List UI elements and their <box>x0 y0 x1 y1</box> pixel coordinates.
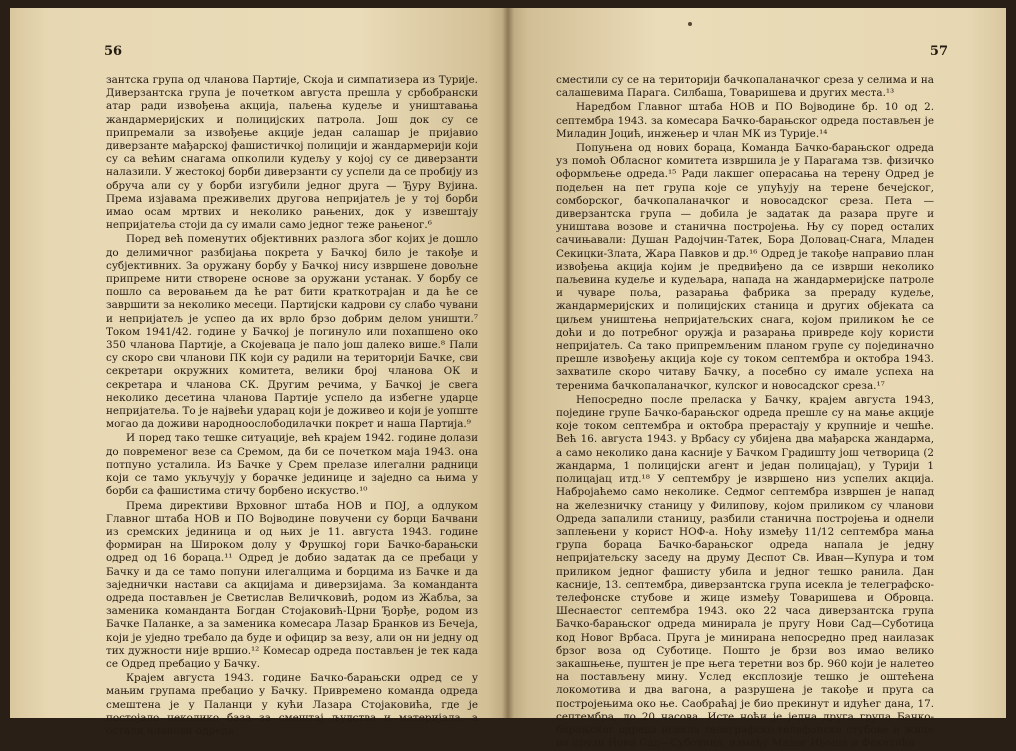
paragraph: Попуњена од нових бораца, Команда Бачко-барањског одреда уз помоћ Обласног комитета извршила је у Парагама тзв. физичко оформљење одреда.¹⁵ Ради лакшег операсања на терену Одред је подељен на пет група које се упућују на терене бечејског, сомборског, бачкопаланачког и новосадског среза. Пета — диверзантска група — добила је задатак да разара пруге и уништава возове и станична постројења. Њу су поред осталих сачињавали: Душан Радојчин-Татек, Бора Доловац-Снага, Младен Секицки-Злата, Жара Павков и др.¹⁶ Одред је такође направио план извођења акција којим је предвиђено да се изврши неколико паљевина кудеље и кудељара, напада на жандармеријске патроле и чуваре поља, разарања фабрика за прераду кудеље, жандармеријских и полицијских станица и других објеката са циљем уништења непријатељских снага, којом приликом ће се доћи и до потребног оружја и разарања привреде коју користи непријатељ. Са тако припремљеним планом групе су појединачно прешле извођењу акција које су током септембра и октобра 1943. захватиле скоро читаву Бачку, а посебно су имале успеха на теренима бачкопаланачког, кулског и новосадског среза.¹⁷ <box>556 142 934 392</box>
page-number-left: 56 <box>104 44 123 59</box>
paragraph: Према директиви Врховног штаба НОВ и ПОЈ, а одлуком Главног штаба НОВ и ПО Војводине повучени су борци Бачвани из сремских јединица и од њих је 11. августа 1943. године формиран на Широком долу у Фрушкој гори Бачко-барањски одред од 16 бораца.¹¹ Одред је добио задатак да се пребаци у Бачку и да се тамо попуни илегалцима и борцима из Бачке и да заједнички настави са акцијама и диверзијама. За команданта одреда постављен је Светислав Величковић, родом из Жабља, за заменика команданта Богдан Стојаковић-Црни Ђорђе, родом из Бачке Паланке, а за заменика комесара Лазар Бранков из Бечеја, који је уједно требало да буде и официр за везу, али он ни једну од тих дужности није вршио.¹² Комесар одреда постављен је тек када се Одред пребацио у Бачку. <box>106 499 478 670</box>
book-spread <box>10 8 1006 750</box>
left-page-text <box>106 74 478 739</box>
paragraph: И поред тако тешке ситуације, већ крајем 1942. године долази до повременог везе са Сремом, да би се почетком маја 1943. она потпуно усталила. Из Бачке у Срем прелазе илегални радници који се тамо укључују у борачке јединице и заједно са њима у борби са фашистима стичу борбено искуство.¹⁰ <box>106 432 478 498</box>
paragraph: зантска група од чланова Партије, Скоја и симпатизера из Турије. Диверзантска група је почетком августа прешла у србобрански атар ради извођења акција, паљења кудеље и уништавања жандармеријских и полицијских патрола. Још док су се припремали за извођење акције један салашар је пријавио диверзанте мађарској фашистичкој полицији и жандармерији који су са већим снагама опколили кудељу у којој су се диверзанти налазили. У жестокој борби диверзанти су успели да се пробију из обруча али су у борби изгубили једног друга — Ђуру Вујина. Према изјавама преживелих другова непријатељ је у тој борби имао осам мртвих и неколико рањених, док у извештају непријатеља стоји да су имали само једног теже рањеног.⁶ <box>106 74 478 232</box>
print-dot <box>688 22 692 26</box>
paragraph: сместили су се на територији бачкопаланачког среза у селима и на салашевима Парага. Силбаша, Товаришева и других места.¹³ <box>556 74 934 100</box>
paragraph: Крајем августа 1943. године Бачко-барањски одред се у мањим групама пребацио у Бачку. Привремено команда одреда смештена је у Паланци у кући Лазара Стојаковића, где је постојало неколико база за смештај људства и материјала, а остали чланови одреда <box>106 672 478 737</box>
paragraph: Наредбом Главног штаба НОВ и ПО Војводине бр. 10 од 2. септембра 1943. за комесара Бачко-барањског одреда постављен је Миладин Јоцић, инжењер и члан МК из Турије.¹⁴ <box>556 101 934 140</box>
paragraph: Непосредно после преласка у Бачку, крајем августа 1943, поједине групе Бачко-барањског одреда прешле су на мање акције које током септембра и октобра прерастају у крупније и чешће. Већ 16. августа 1943. у Врбасу су убијена два мађарска жандарма, а само неколико дана касније у Бачком Градишту још четворица (2 жандарма, 1 полицијски агент и један полицајац), у Турији 1 полицајац итд.¹⁸ У септембру је извршено низ успелих акција. Набројаћемо само неколике. Седмог септембра извршен је напад на железничку станицу у Филипову, којом приликом су чланови Одреда запалили станицу, разбили станична постројења и однели заплењени у корист НОФ-а. Ноћу између 11/12 септембра мања група бораца Бачко-барањског одреда напала је једну непријатељску заседу на друму Деспот Св. Иван—Купура и том приликом једног фашисту убила и једног тешко ранила. Дан касније, 13. септембра, диверзантска група исекла је телеграфско-телефонске стубове и жице између Товаришева и Обровца. Шеснаестог септембра 1943. око 22 часа диверзантска група Бачко-барањског одреда минирала је пругу Нови Сад—Суботица код Новог Врбаса. Пруга је минирана непосредно пред наилазак брзог воза од Суботице. Пошто је брзи воз имао велико закашњење, пуштен је пре њега теретни воз бр. 960 који је налетео на постављену мину. Услед експлозије тешко је оштећена локомотива и два вагона, а разрушена је такође и пруга са постројењима око ње. Саобраћај је био прекинут и идућег дана, 17. септембра, до 20 часова. Исте ноћи је једна друга група Бачко-барањског одреда исекла телеграфско-телефонске стубове и жице на прузи Нови Сад—Суботица, између Малог Иђоша и Фекетића <box>556 393 934 750</box>
right-page <box>508 8 1006 750</box>
page-number-right: 57 <box>929 44 948 59</box>
left-page <box>10 8 508 737</box>
right-page-text <box>556 74 934 751</box>
book-gutter <box>502 8 514 718</box>
paragraph: Поред већ поменутих објективних разлога због којих је дошло до делимичног разбијања покрета у Бачкој било је такође и субјективних. За оружану борбу у Бачкој нису извршене довољне припреме нити створене основе за оружани устанак. У борбу се пошло са веровањем да ће рат бити краткотрајан и да ће се завршити за неколико месеци. Партијски кадрови су слабо чувани и непријатељ је успео да их врло брзо добрим делом уништи.⁷ Током 1941/42. године у Бачкој је погинуло или похапшено око 350 чланова Партије, а Скојеваца је пало још далеко више.⁸ Пали су скоро сви чланови ПК који су радили на територији Бачке, сви секретари окружних комитета, велики број чланова ОК и секретара и чланова СК. Другим речима, у Бачкој је свега неколико десетина чланова Партије успело да избегне ударце непријатеља. То је највећи ударац који је доживео и који је уопште могао да доживи народноослободилачки покрет и наша Партија.⁹ <box>106 233 478 431</box>
